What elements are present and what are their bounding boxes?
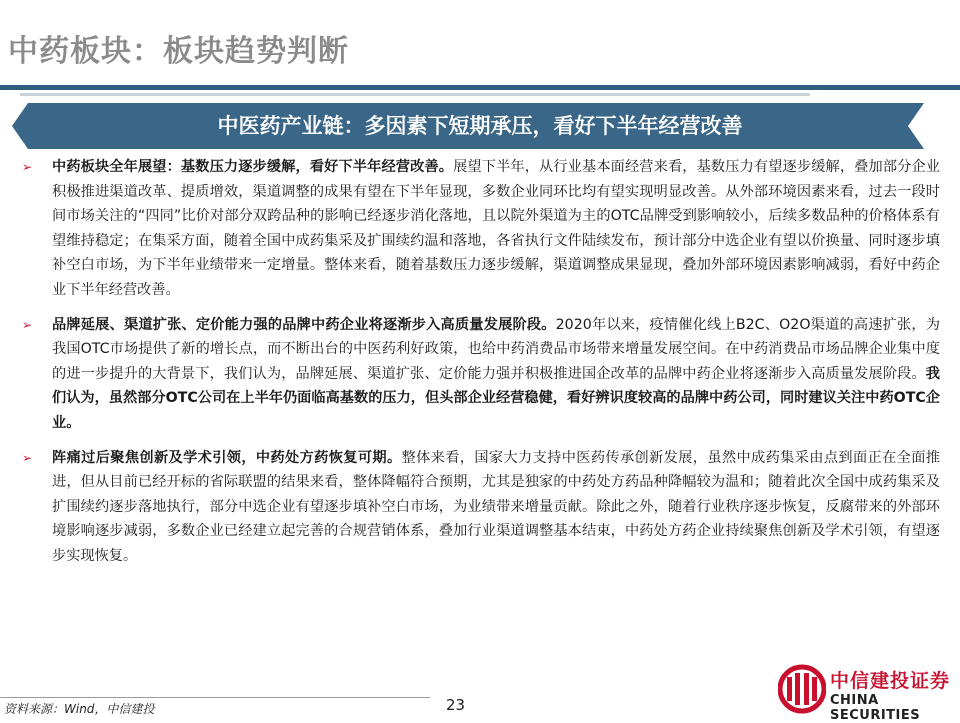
arrow-bullet-icon: ➢ [22, 317, 33, 332]
source-note: 资料来源：Wind，中信建投 [4, 702, 155, 716]
logo-text-en: CHINA SECURITIES [830, 693, 921, 723]
paragraph-brand [22, 313, 940, 436]
content-body [22, 155, 940, 579]
paragraph-body: 展望下半年，从行业基本面经营来看，基数压力有望逐步缓解，叠加部分企业积极推进渠道改革、提质增效，渠道调整的成果有望在下半年显现，多数企业同环比均有望实现明显改善。从外部环境因素来看，过去一段时间市场关注的“四同”比价对部分双跨品种的影响已经逐步消化落地，且以院外渠道为主的OTC品牌受到影响较小，后续多数品种的价格体系有望维持稳定；在集采方面，随着全国中成药集采及扩围续约温和落地，各省执行文件陆续发布，预计部分中选企业有望以价换量、同时逐步填补空白市场，为下半年业绩带来一定增量。整体来看，随着基数压力逐步缓解，渠道调整成果显现，叠加外部环境因素影响减弱，看好中药企业下半年经营改善。 [52, 159, 940, 298]
paragraph-outlook [22, 155, 940, 303]
arrow-bullet-icon: ➢ [22, 450, 33, 465]
paragraph-lead: 阵痛过后聚焦创新及学术引领，中药处方药恢复可期。 [52, 449, 402, 466]
logo-text-cn: 中信建投证券 [830, 670, 951, 692]
paragraph-prescription [22, 446, 940, 569]
page-number: 23 [446, 696, 466, 714]
paragraph-body: 整体来看，国家大力支持中医药传承创新发展，虽然中成药集采由点到面正在全面推进，但从目前已经开标的省际联盟的结果来看，整体降幅符合预期，尤其是独家的中药处方药品种降幅较为温和；随着此次全国中成药集采及扩围续约逐步落地执行，部分中选企业有望逐步填补空白市场，为业绩带来增量贡献。除此之外，随着行业秩序逐步恢复，反腐带来的外部环境影响逐步减弱，多数企业已经建立起完善的合规营销体系，叠加行业渠道调整基本结束，中药处方药企业持续聚焦创新及学术引领，有望逐步实现恢复。 [52, 449, 940, 564]
footer-divider [0, 697, 430, 698]
title-divider-light [20, 93, 810, 96]
citic-logo-icon [778, 663, 826, 715]
title-divider [0, 85, 960, 90]
brand-logo [778, 663, 956, 723]
paragraph-lead: 品牌延展、渠道扩张、定价能力强的品牌中药企业将逐渐步入高质量发展阶段。 [52, 316, 556, 333]
page-title: 中药板块：板块趋势判断 [8, 34, 349, 69]
paragraph-conclusion: 我们认为，虽然部分OTC公司在上半年仍面临高基数的压力，但头部企业经营稳健，看好辨识度较高的品牌中药公司，同时建议关注中药OTC企业。 [52, 365, 940, 431]
section-banner-title: 中医药产业链：多因素下短期承压，看好下半年经营改善 [217, 114, 743, 138]
paragraph-body: 2020年以来，疫情催化线上B2C、O2O渠道的高速扩张，为我国OTC市场提供了新的增长点，而不断出台的中医药利好政策，也给中药消费品市场带来增量发展空间。在中药消费品市场品牌企业集中度的进一步提升的大背景下，我们认为，品牌延展、渠道扩张、定价能力强并积极推进国企改革的品牌中药企业将逐渐步入高质量发展阶段。 [52, 316, 940, 382]
paragraph-lead: 中药板块全年展望：基数压力逐步缓解，看好下半年经营改善。 [52, 159, 454, 175]
arrow-bullet-icon: ➢ [22, 160, 33, 174]
